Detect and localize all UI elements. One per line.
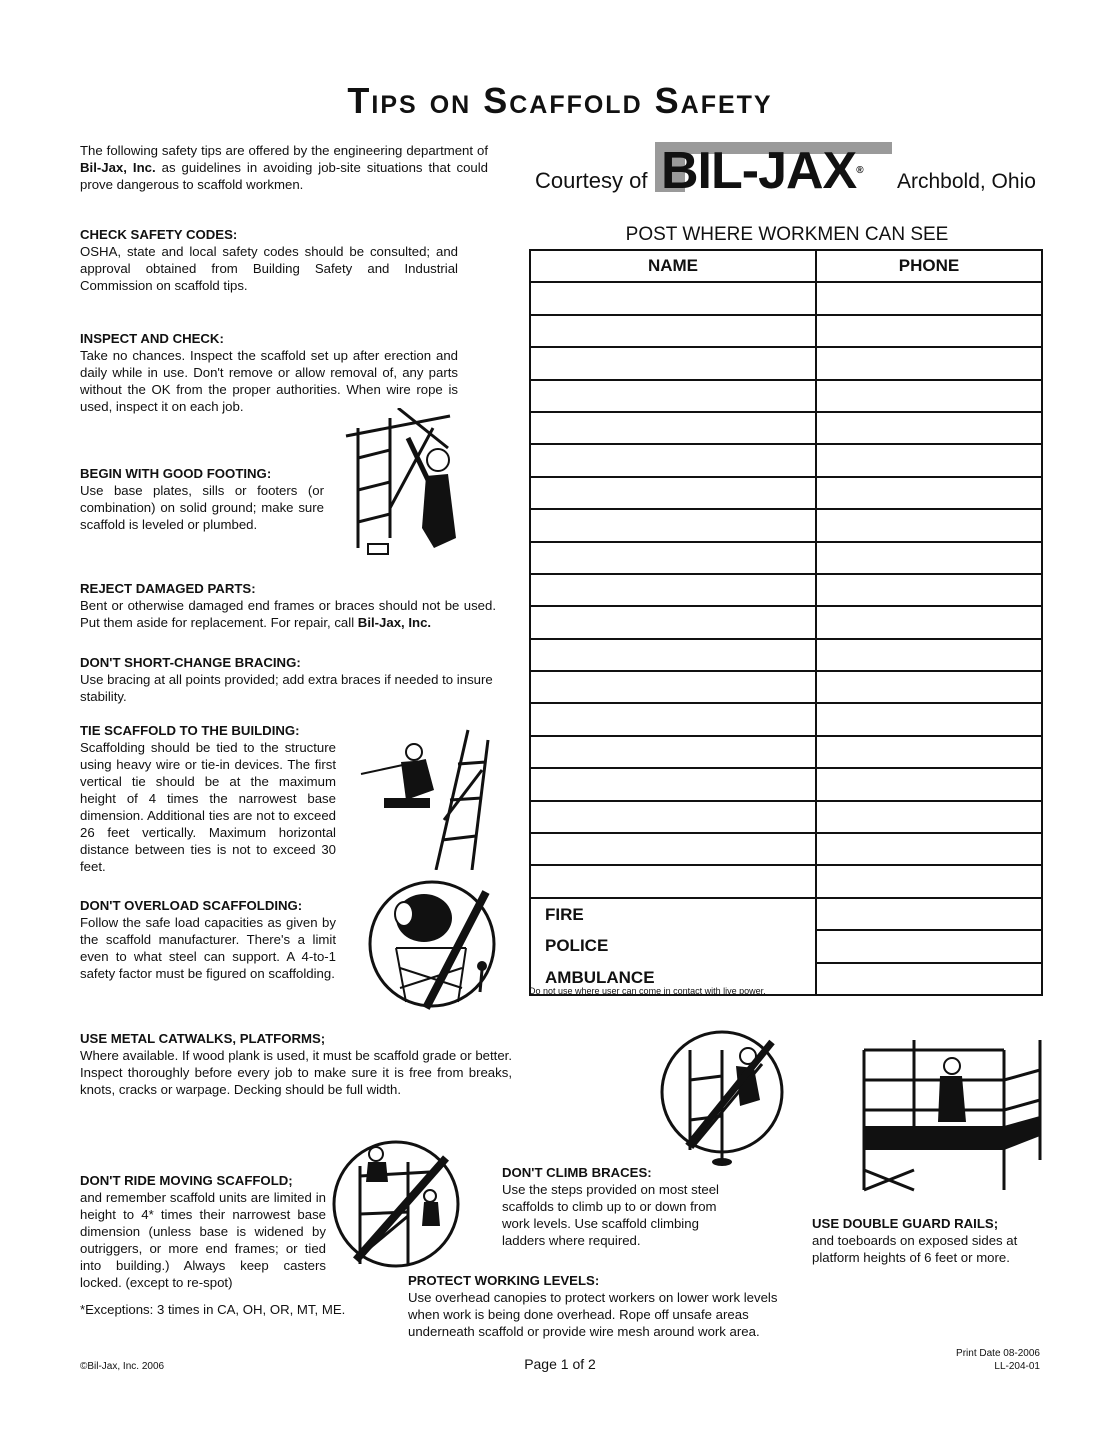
table-row-labeled	[530, 930, 1042, 962]
table-row-labeled	[530, 898, 1042, 930]
tip-body: Scaffolding should be tied to the structure using heavy wire or tie-in devices. The first vertical tie should be at the maximum height of 4 times the narrowest base dimension. Additional ties are not to exceed 26 feet vertically. Maximum horizontal distance between ties is not to exceed 30 feet.	[80, 740, 336, 874]
bil-jax-logo	[661, 142, 863, 200]
name-cell[interactable]	[530, 574, 816, 606]
name-cell[interactable]	[530, 671, 816, 703]
phone-cell[interactable]	[816, 833, 1042, 865]
table-row	[530, 833, 1042, 865]
table-row	[530, 606, 1042, 638]
tip-body: Use base plates, sills or footers (or combination) on solid ground; make sure scaffold is leveled or plumbed.	[80, 483, 324, 532]
table-row	[530, 574, 1042, 606]
exceptions-note: *Exceptions: 3 times in CA, OH, OR, MT, ME.	[80, 1302, 346, 1317]
tip-body: and toeboards on exposed sides at platform heights of 6 feet or more.	[812, 1233, 1018, 1265]
ride-prohibited-illustration	[330, 1136, 462, 1276]
contacts-table	[529, 249, 1043, 996]
phone-cell[interactable]	[816, 606, 1042, 638]
scaffold-worker-illustration	[338, 408, 466, 568]
phone-cell[interactable]	[816, 574, 1042, 606]
table-row	[530, 282, 1042, 314]
tip-heading: DON'T CLIMB BRACES:	[502, 1165, 652, 1180]
tip-heading: PROTECT WORKING LEVELS:	[408, 1273, 600, 1288]
tip-heading: INSPECT AND CHECK:	[80, 331, 224, 346]
phone-header: PHONE	[816, 250, 1042, 282]
phone-cell[interactable]	[816, 865, 1042, 897]
tip-damaged	[80, 580, 496, 631]
registered-mark: ®	[856, 165, 863, 176]
contacts-table-wrap	[529, 249, 1043, 996]
tip-overload	[80, 897, 336, 982]
tip-body: OSHA, state and local safety codes should be consulted; and approval obtained from Building Safety and Industrial Commission on scaffold tips.	[80, 244, 458, 293]
table-row	[530, 736, 1042, 768]
phone-cell[interactable]	[816, 639, 1042, 671]
table-row	[530, 477, 1042, 509]
name-cell[interactable]	[530, 639, 816, 671]
tip-heading: CHECK SAFETY CODES:	[80, 227, 238, 242]
emergency-label: AMBULANCE	[530, 963, 816, 995]
tip-guard	[812, 1215, 1052, 1266]
phone-cell[interactable]	[816, 963, 1042, 995]
table-row	[530, 315, 1042, 347]
table-row	[530, 671, 1042, 703]
phone-cell[interactable]	[816, 347, 1042, 379]
name-cell[interactable]	[530, 736, 816, 768]
tip-tie	[80, 722, 336, 875]
footer-print-info	[956, 1347, 1040, 1373]
table-row	[530, 380, 1042, 412]
name-cell[interactable]	[530, 865, 816, 897]
table-row	[530, 444, 1042, 476]
table-row	[530, 703, 1042, 735]
intro-post: as guidelines in avoiding job-site situations that could prove dangerous to scaffold workmen.	[80, 160, 488, 192]
name-cell[interactable]	[530, 347, 816, 379]
tip-heading: REJECT DAMAGED PARTS:	[80, 581, 256, 596]
courtesy-location: Archbold, Ohio	[897, 170, 1036, 193]
name-cell[interactable]	[530, 833, 816, 865]
tip-heading: USE DOUBLE GUARD RAILS;	[812, 1216, 999, 1231]
tip-body: Use the steps provided on most steel scaffolds to climb up to or down from work levels. Use scaffold climbing ladders where required.	[502, 1182, 719, 1248]
tip-catwalks	[80, 1030, 512, 1098]
page-title: Tips on Scaffold Safety	[347, 80, 773, 121]
name-cell[interactable]	[530, 380, 816, 412]
tip-heading: DON'T OVERLOAD SCAFFOLDING:	[80, 898, 303, 913]
tip-body: Use bracing at all points provided; add extra braces if needed to insure stability.	[80, 672, 493, 704]
phone-cell[interactable]	[816, 380, 1042, 412]
phone-cell[interactable]	[816, 736, 1042, 768]
tip-company: Bil-Jax, Inc.	[357, 615, 432, 630]
emergency-label: FIRE	[530, 898, 816, 930]
tip-check-codes	[80, 226, 458, 294]
table-header-row	[530, 250, 1042, 282]
tip-heading: USE METAL CATWALKS, PLATFORMS;	[80, 1031, 326, 1046]
tip-ride	[80, 1172, 326, 1291]
phone-cell[interactable]	[816, 768, 1042, 800]
table-row	[530, 639, 1042, 671]
intro-pre: The following safety tips are offered by the engineering department of	[80, 143, 488, 158]
post-heading: POST WHERE WORKMEN CAN SEE	[625, 224, 949, 245]
name-cell[interactable]	[530, 282, 816, 314]
table-note: Do not use where user can come in contact with live power.	[529, 986, 766, 996]
tip-footing	[80, 465, 324, 533]
scaffold-tie-illustration	[356, 720, 496, 870]
table-row	[530, 542, 1042, 574]
tip-body: Where available. If wood plank is used, it must be scaffold grade or better. Inspect thoroughly before every job to make sure it is free from breaks, knots, cracks or warpage. Decking should be full width.	[80, 1048, 512, 1097]
phone-cell[interactable]	[816, 509, 1042, 541]
tip-inspect	[80, 330, 458, 415]
phone-cell[interactable]	[816, 898, 1042, 930]
phone-cell[interactable]	[816, 282, 1042, 314]
name-cell[interactable]	[530, 768, 816, 800]
name-cell[interactable]	[530, 703, 816, 735]
name-cell[interactable]	[530, 606, 816, 638]
tip-bracing	[80, 654, 496, 705]
intro-paragraph	[80, 142, 488, 193]
tip-body: Follow the safe load capacities as given by the scaffold manufacturer. There's a limit even to what steel can support. A 4-to-1 safety factor must be figured on scaffolding.	[80, 915, 336, 981]
footer-code: LL-204-01	[994, 1361, 1040, 1372]
name-cell[interactable]	[530, 542, 816, 574]
intro-company: Bil-Jax, Inc.	[80, 160, 156, 175]
climb-brace-prohibited-illustration	[652, 1030, 792, 1170]
phone-cell[interactable]	[816, 315, 1042, 347]
tip-body: Take no chances. Inspect the scaffold set up after erection and daily while in use. Don't remove or allow removal of, any parts without the OK from the proper authorities. When wire rope is used, inspect it on each job.	[80, 348, 458, 414]
table-row	[530, 865, 1042, 897]
tip-body: Bent or otherwise damaged end frames or braces should not be used. Put them aside for replacement. For repair, call	[80, 598, 496, 630]
phone-cell[interactable]	[816, 444, 1042, 476]
name-cell[interactable]	[530, 477, 816, 509]
table-row	[530, 801, 1042, 833]
tip-heading: DON'T RIDE MOVING SCAFFOLD;	[80, 1173, 293, 1188]
tip-body: Use overhead canopies to protect workers on lower work levels when work is being done overhead. Rope off unsafe areas underneath scaffold or provide wire mesh around work area.	[408, 1290, 778, 1339]
name-cell[interactable]	[530, 412, 816, 444]
phone-cell[interactable]	[816, 930, 1042, 962]
courtesy-prefix: Courtesy of	[535, 168, 648, 193]
tip-protect	[408, 1272, 796, 1340]
footer-copyright: ©Bil-Jax, Inc. 2006	[80, 1361, 165, 1372]
name-header: NAME	[530, 250, 816, 282]
name-cell[interactable]	[530, 509, 816, 541]
tip-heading: TIE SCAFFOLD TO THE BUILDING:	[80, 723, 300, 738]
phone-cell[interactable]	[816, 542, 1042, 574]
logo-text: BIL-JAX	[661, 142, 857, 200]
overload-prohibited-illustration	[366, 878, 500, 1014]
footer-print-date: Print Date 08-2006	[956, 1348, 1040, 1359]
table-row	[530, 347, 1042, 379]
footer-page: Page 1 of 2	[524, 1356, 596, 1372]
name-cell[interactable]	[530, 444, 816, 476]
phone-cell[interactable]	[816, 412, 1042, 444]
table-row	[530, 509, 1042, 541]
name-cell[interactable]	[530, 801, 816, 833]
phone-cell[interactable]	[816, 703, 1042, 735]
phone-cell[interactable]	[816, 671, 1042, 703]
tip-climb	[502, 1164, 728, 1249]
guard-rail-illustration	[854, 1040, 1046, 1196]
emergency-label: POLICE	[530, 930, 816, 962]
tip-heading: DON'T SHORT-CHANGE BRACING:	[80, 655, 301, 670]
tip-body: and remember scaffold units are limited in height to 4* times their narrowest base dimension (unless base is widened by outriggers, or more end frames; or tied into building.) Always keep casters locked. (except to re-spot)	[80, 1190, 326, 1290]
tip-heading: BEGIN WITH GOOD FOOTING:	[80, 466, 272, 481]
table-row	[530, 768, 1042, 800]
table-row	[530, 412, 1042, 444]
phone-cell[interactable]	[816, 477, 1042, 509]
phone-cell[interactable]	[816, 801, 1042, 833]
name-cell[interactable]	[530, 315, 816, 347]
